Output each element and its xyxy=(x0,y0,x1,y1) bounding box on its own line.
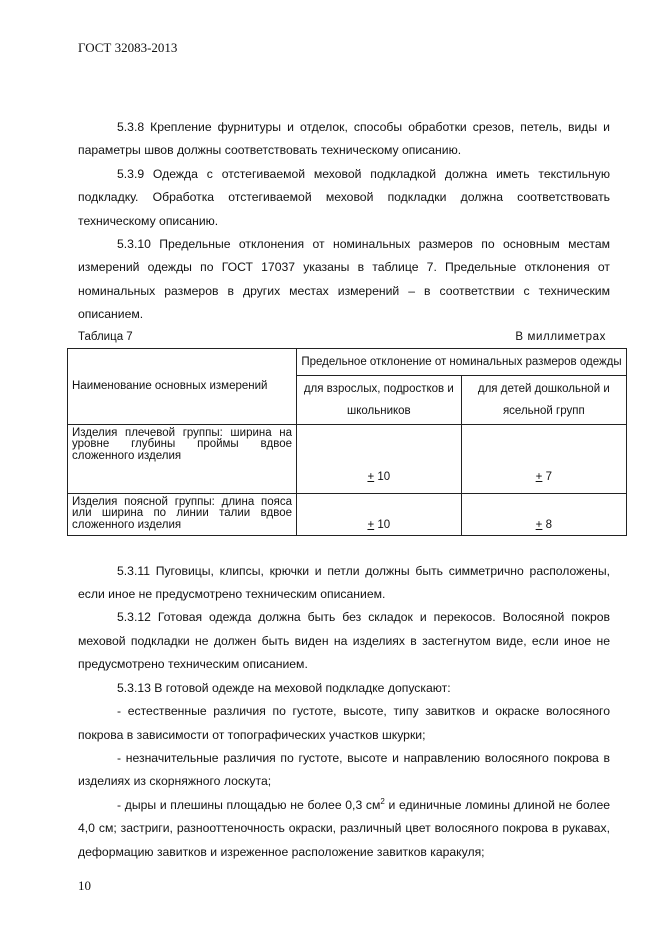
paragraphs-after-table xyxy=(78,560,610,864)
list-item-text: - дыры и плешины площадью не более 0,3 см xyxy=(117,797,381,812)
plus-minus-sign: + xyxy=(367,470,375,483)
table-header-row xyxy=(68,348,627,375)
row-value-children xyxy=(461,493,626,535)
row-value-children xyxy=(461,424,626,493)
document-code-header: ГОСТ 32083-2013 xyxy=(78,40,178,55)
deviation-value: 8 xyxy=(542,518,552,531)
row-name-shoulder-group: Изделия плечевой группы: ширина на уровне глубины проймы вдвое сложенного изделия xyxy=(68,424,297,493)
list-item: - незначительные различия по густоте, высоте и направлению волосяного покрова в изделиях из скорняжного лоскута; xyxy=(78,750,610,789)
header-children: для детей дошкольной и ясельной групп xyxy=(461,375,626,424)
table-caption: Таблица 7 xyxy=(78,330,133,343)
page-content xyxy=(72,116,622,864)
row-value-adults xyxy=(297,424,462,493)
page-number: 10 xyxy=(78,878,91,893)
header-deviation-group: Предельное отклонение от номинальных размеров одежды xyxy=(297,348,627,375)
paragraph-5-3-8: 5.3.8 Крепление фурнитуры и отделок, способы обработки срезов, петель, виды и параметры швов должны соответствовать техническому описанию. xyxy=(78,120,610,158)
table-row xyxy=(68,424,627,493)
paragraph-5-3-13: 5.3.13 В готовой одежде на меховой подкладке допускают: xyxy=(117,680,451,695)
header-measurement-name: Наименование основных измерений xyxy=(68,348,297,424)
paragraph-5-3-10: 5.3.10 Предельные отклонения от номинальных размеров по основным местам измерений одежды по ГОСТ 17037 указаны в таблице 7. Предельные отклонения от номинальных размеров в других местах измерений – в соответствии с техническим описанием. xyxy=(78,237,610,322)
list-item xyxy=(78,794,610,864)
table-units: В миллиметрах xyxy=(515,330,606,343)
deviation-value: 7 xyxy=(542,470,552,483)
row-value-adults xyxy=(297,493,462,535)
plus-minus-sign: + xyxy=(535,470,543,483)
header-adults: для взрослых, подростков и школьников xyxy=(297,375,462,424)
table-caption-row xyxy=(78,328,606,346)
deviation-value: 10 xyxy=(374,518,391,531)
tolerance-table xyxy=(67,348,627,536)
paragraph-5-3-9: 5.3.9 Одежда с отстегиваемой меховой подкладкой должна иметь текстильную подкладку. Обработка отстегиваемой меховой подкладки должна соответствовать техническому описанию. xyxy=(78,166,610,228)
deviation-value: 10 xyxy=(374,470,391,483)
paragraph-5-3-11: 5.3.11 Пуговицы, клипсы, крючки и петли должны быть симметрично расположены, если иное не предусмотрено техническим описанием. xyxy=(78,563,610,602)
plus-minus-sign: + xyxy=(535,518,543,531)
superscript: 2 xyxy=(380,796,385,806)
list-item: - естественные различия по густоте, высоте, типу завитков и окраске волосяного покрова в зависимости от топографических участков шкурки; xyxy=(78,704,610,742)
row-name-waist-group: Изделия поясной группы: длина пояса или ширина по линии талии вдвое сложенного изделия xyxy=(68,493,297,535)
paragraph-5-3-12: 5.3.12 Готовая одежда должна быть без складок и перекосов. Волосяной покров меховой подкладки не должен быть виден на изделиях в застегнутом виде, если иное не предусмотрено техническим описанием. xyxy=(78,610,610,672)
table-row xyxy=(68,493,627,535)
list-item-text: и единичные ломины длиной не более 4,0 см; застриги, разнооттеночность окраски, различный цвет волосяного покрова в рукавах, деформацию завитков и изреженное расположение завитков каракуля; xyxy=(78,797,610,859)
plus-minus-sign: + xyxy=(367,518,375,531)
